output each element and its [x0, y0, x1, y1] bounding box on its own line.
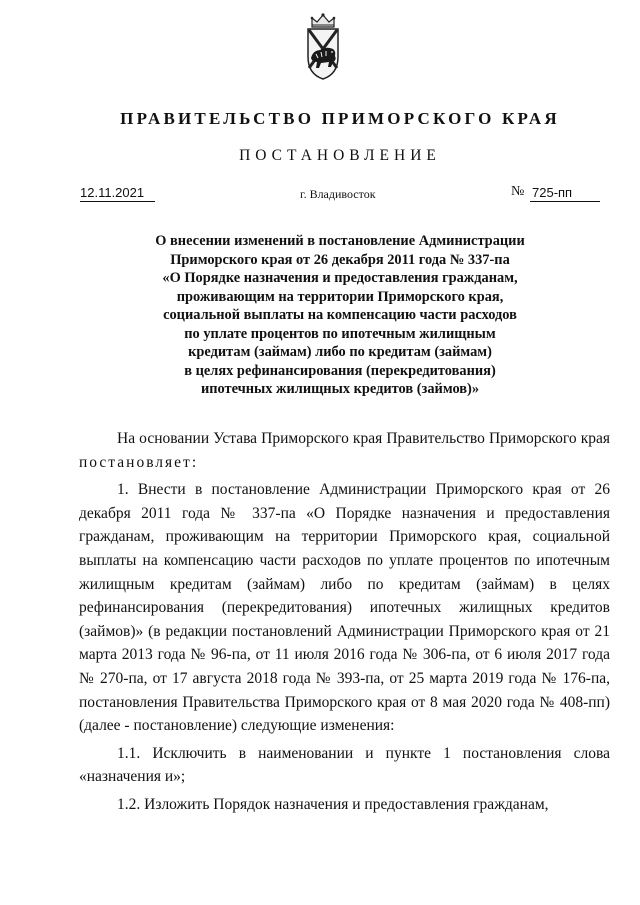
intro-text: На основании Устава Приморского края Правительство Приморского края — [117, 430, 610, 447]
document-body — [79, 427, 610, 817]
heading-line: ипотечных жилищных кредитов (займов)» — [200, 381, 480, 397]
heading-line: О внесении изменений в постановление Администрации — [155, 233, 525, 249]
item-1-1-paragraph: 1.1. Исключить в наименовании и пункте 1 постановления слова «назначения и»; — [79, 744, 610, 786]
document-type: ПОСТАНОВЛЕНИЕ — [239, 147, 441, 164]
document-number: 725-пп — [530, 185, 600, 202]
heading-line: кредитам (займам) либо по кредитам (займам) — [188, 344, 492, 360]
heading-line: по уплате процентов по ипотечным жилищным — [184, 325, 496, 342]
coat-of-arms-icon — [303, 12, 343, 82]
document-city: г. Владивосток — [300, 187, 376, 201]
resolves-word: постановляет: — [79, 453, 199, 471]
item-1-2-paragraph: 1.2. Изложить Порядок назначения и предоставления гражданам, — [117, 795, 549, 813]
government-title: ПРАВИТЕЛЬСТВО ПРИМОРСКОГО КРАЯ — [120, 109, 560, 128]
intro-paragraph — [79, 427, 610, 474]
heading-line: проживающим на территории Приморского края, — [176, 288, 504, 305]
document-date: 12.11.2021 — [80, 185, 155, 202]
heading-line: «О Порядке назначения и предоставления гражданам, — [162, 270, 518, 286]
item-1-paragraph: 1. Внести в постановление Администрации Приморского края от 26 декабря 2011 года № 337-па «О Порядке назначения и предоставления гражданам, проживающим на территории Приморского края, социальной выплаты на компенсацию части расходов по уплате процентов по ипотечным жилищным кредитам (займам) либо по кредитам (займам) в целях рефинансирования (перекредитования) ипотечных жилищных кредитов (займов)» (в редакции постановлений Администрации Приморского края от 21 марта 2013 года № 96-па, от 11 июля 2016 года № 306-па, от 6 июля 2017 года № 270-па, от 17 августа 2018 года № 393-па, от 25 марта 2019 года № 176-па, постановления Правительства Приморского края от 8 мая 2020 года № 408-пп) (далее - постановление) следующие изменения: — [79, 481, 610, 735]
heading-line: социальной выплаты на компенсацию части расходов — [163, 307, 517, 323]
heading-line: Приморского края от 26 декабря 2011 года № 337-па — [170, 251, 510, 268]
number-sign: № — [511, 184, 525, 199]
heading-line: в целях рефинансирования (перекредитования) — [184, 362, 496, 379]
document-heading — [0, 232, 640, 399]
